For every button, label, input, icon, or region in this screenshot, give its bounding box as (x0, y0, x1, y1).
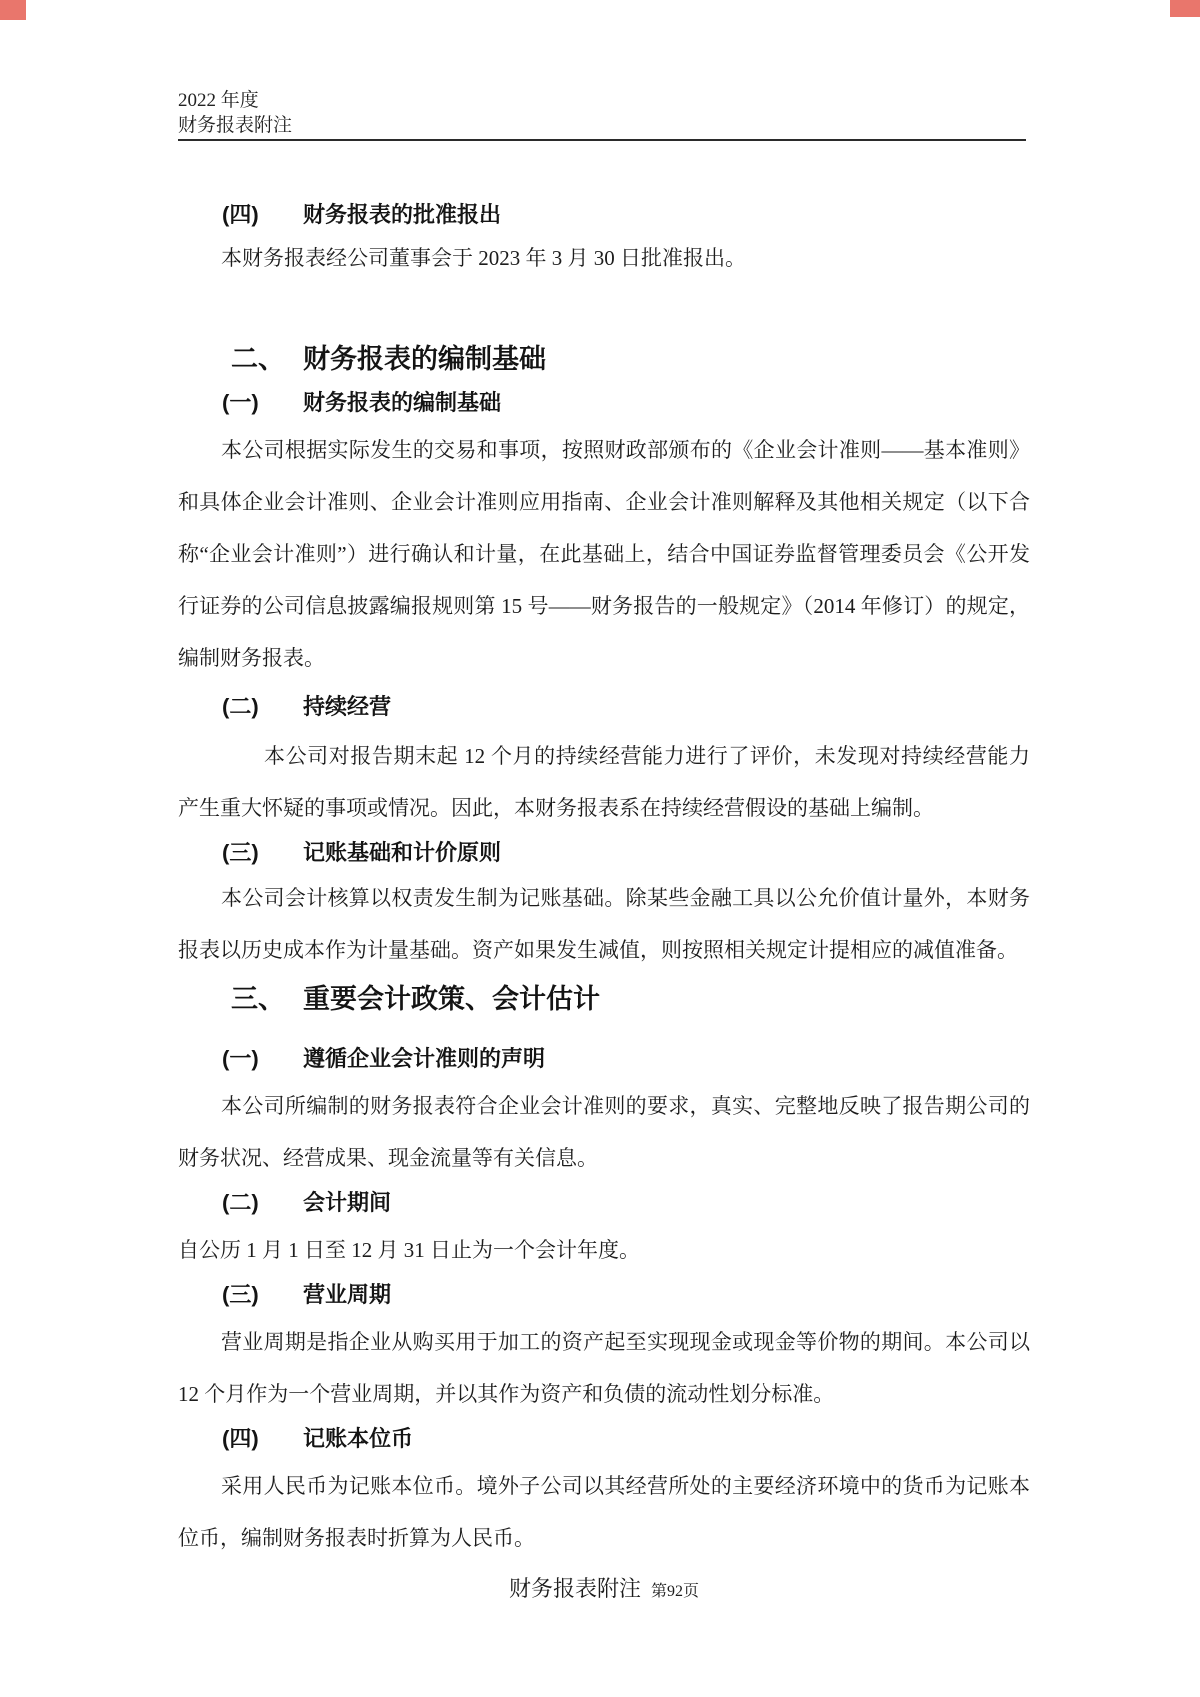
subsection-title: 持续经营 (303, 694, 392, 719)
subsection-number: (四) (222, 1426, 259, 1451)
subsection-heading-preparation-basis (178, 388, 1030, 418)
paragraph-approval: 本财务报表经公司董事会于 2023 年 3 月 30 日批准报出。 (221, 246, 746, 270)
section-number: 二、 (231, 344, 285, 374)
paragraph-going-concern: 本公司对报告期末起 12 个月的持续经营能力进行了评价，未发现对持续经营能力产生重大怀疑的事项或情况。因此，本财务报表系在持续经营假设的基础上编制。 (178, 744, 1030, 820)
subsection-title: 财务报表的编制基础 (303, 390, 502, 415)
subsection-number: (一) (222, 1046, 259, 1071)
subsection-heading-functional-currency (178, 1424, 1030, 1454)
paragraph-accounting-period: 自公历 1 月 1 日至 12 月 31 日止为一个会计年度。 (178, 1238, 640, 1262)
subsection-title: 营业周期 (303, 1282, 392, 1307)
page-header (178, 88, 1030, 138)
subsection-title: 财务报表的批准报出 (303, 202, 502, 227)
subsection-number: (二) (222, 1190, 259, 1215)
red-corner-mark-top-left (0, 0, 26, 20)
subsection-heading-compliance-statement (178, 1044, 1030, 1074)
section-title: 财务报表的编制基础 (303, 344, 546, 374)
subsection-title: 会计期间 (303, 1190, 392, 1215)
header-year-line: 2022 年度 (178, 90, 259, 111)
section-title: 重要会计政策、会计估计 (303, 984, 600, 1014)
paragraph-accounting-basis: 本公司会计核算以权责发生制为记账基础。除某些金融工具以公允价值计量外，本财务报表以历史成本作为计量基础。资产如果发生减值，则按照相关规定计提相应的减值准备。 (178, 886, 1030, 962)
subsection-number: (二) (222, 694, 259, 719)
subsection-number: (三) (222, 1282, 259, 1307)
subsection-heading-accounting-basis (178, 838, 1030, 868)
paragraph-compliance-statement: 本公司所编制的财务报表符合企业会计准则的要求，真实、完整地反映了报告期公司的财务状况、经营成果、现金流量等有关信息。 (178, 1094, 1030, 1170)
footer-page-number: 第92页 (651, 1583, 700, 1600)
page-footer (178, 1572, 1030, 1603)
paragraph-operating-cycle: 营业周期是指企业从购买用于加工的资产起至实现现金或现金等价物的期间。本公司以 12 个月作为一个营业周期，并以其作为资产和负债的流动性划分标准。 (178, 1330, 1030, 1406)
subsection-title: 记账本位币 (303, 1426, 414, 1451)
subsection-heading-approval (178, 200, 1030, 230)
subsection-number: (一) (222, 390, 259, 415)
subsection-title: 遵循企业会计准则的声明 (303, 1046, 546, 1071)
section-heading-accounting-policies (178, 980, 1030, 1018)
subsection-heading-operating-cycle (178, 1280, 1030, 1310)
subsection-heading-accounting-period (178, 1188, 1030, 1218)
section-heading-preparation-basis (178, 340, 1030, 378)
subsection-number: (三) (222, 840, 259, 865)
red-corner-mark-top-right (1170, 0, 1200, 17)
section-number: 三、 (231, 984, 285, 1014)
subsection-heading-going-concern (178, 692, 1030, 722)
paragraph-preparation-basis: 本公司根据实际发生的交易和事项，按照财政部颁布的《企业会计准则——基本准则》和具体企业会计准则、企业会计准则应用指南、企业会计准则解释及其他相关规定（以下合称“企业会计准则”）进行确认和计量，在此基础上，结合中国证券监督管理委员会《公开发行证券的公司信息披露编报规则第 15 号——财务报告的一般规定》（2014 年修订）的规定，编制财务报表。 (178, 438, 1030, 670)
footer-doc-title: 财务报表附注 (508, 1576, 641, 1601)
header-title-line: 财务报表附注 (178, 115, 293, 136)
header-divider-line (178, 139, 1026, 141)
paragraph-functional-currency: 采用人民币为记账本位币。境外子公司以其经营所处的主要经济环境中的货币为记账本位币，编制财务报表时折算为人民币。 (178, 1474, 1030, 1550)
subsection-number: (四) (222, 202, 259, 227)
subsection-title: 记账基础和计价原则 (303, 840, 502, 865)
